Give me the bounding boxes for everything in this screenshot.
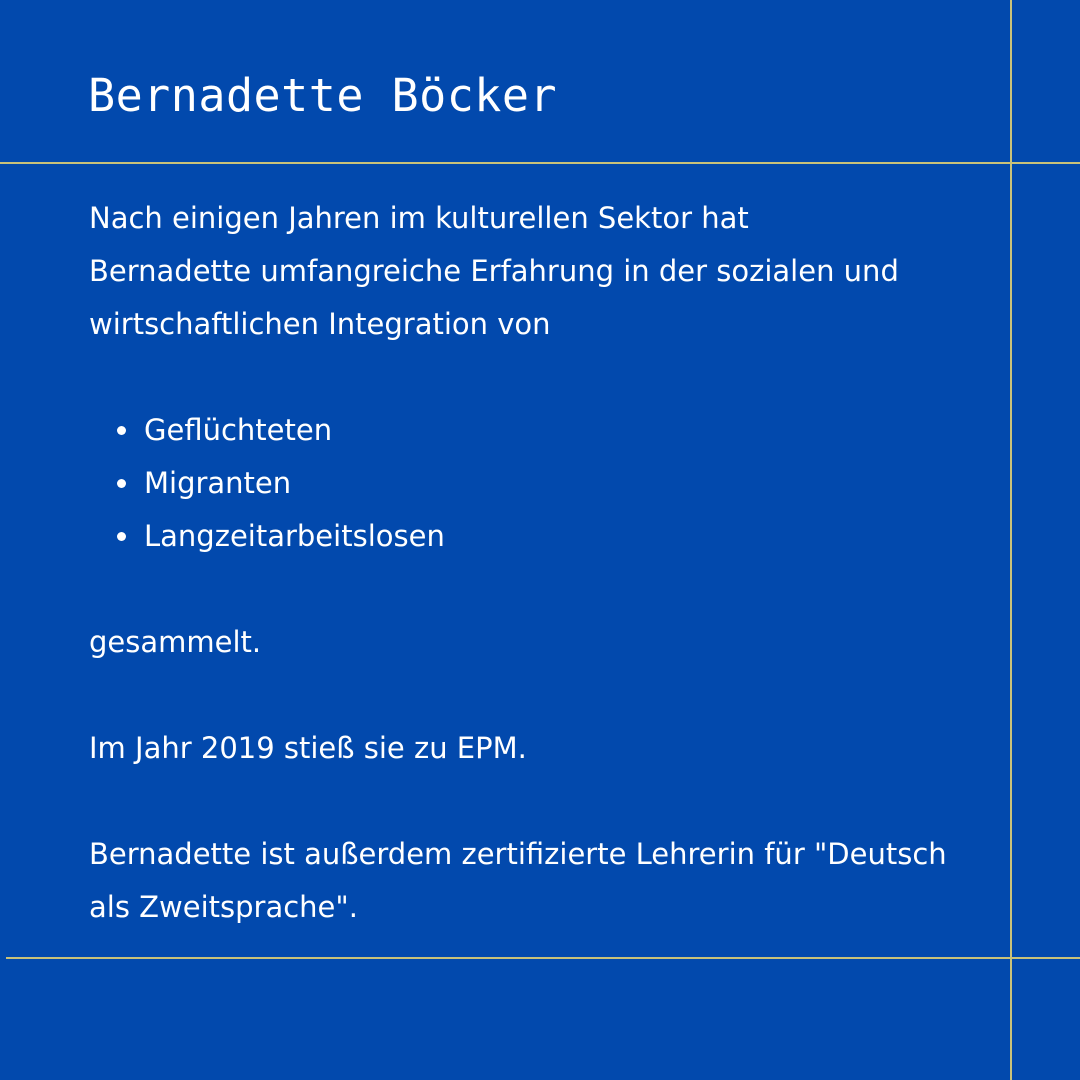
divider-vertical [1010,0,1012,1080]
certification-line: Bernadette ist außerdem zertifizierte Lehrerin für "Deutsch [89,837,947,871]
list-item: Langzeitarbeitslosen [89,510,989,563]
profile-name: Bernadette Böcker [88,69,558,122]
certification-line: als Zweitsprache". [89,890,358,924]
paragraph-spacer [89,563,989,616]
divider-top [0,162,1080,164]
divider-bottom [6,957,1080,959]
closing-text: gesammelt. [89,625,262,659]
intro-line: Bernadette umfangreiche Erfahrung in der sozialen und [89,254,899,288]
profile-description [89,192,989,934]
intro-paragraph [89,192,989,351]
paragraph-spacer [89,669,989,722]
paragraph-spacer [89,775,989,828]
list-item: Geflüchteten [89,404,989,457]
intro-line: Nach einigen Jahren im kulturellen Sektor hat [89,201,749,235]
joined-text: Im Jahr 2019 stieß sie zu EPM. [89,731,527,765]
certification-paragraph [89,828,989,934]
list-item: Migranten [89,457,989,510]
intro-line: wirtschaftlichen Integration von [89,307,551,341]
paragraph-spacer [89,351,989,404]
target-groups-list [89,404,989,563]
